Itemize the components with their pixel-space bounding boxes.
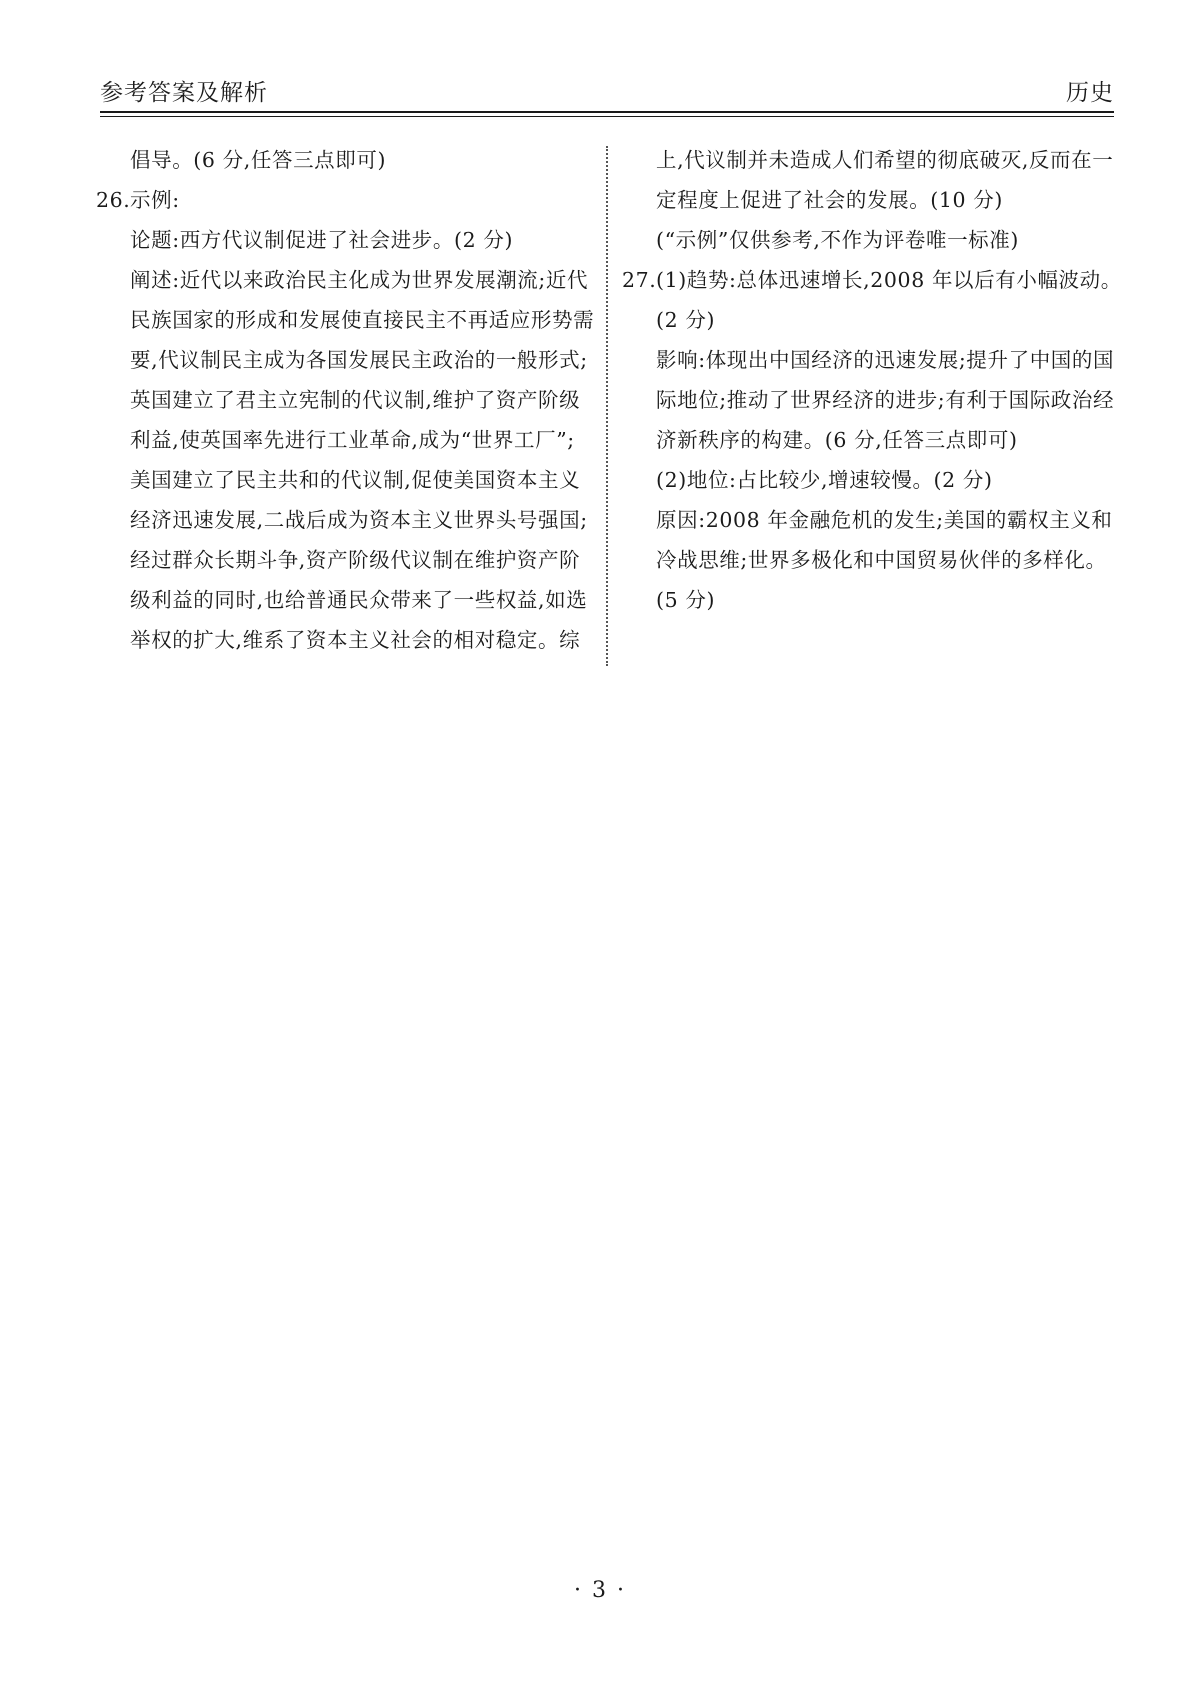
subject-title: 历史 [1066,80,1114,106]
answer-line: 原因:2008 年金融危机的发生;美国的霸权主义和 [656,508,1113,532]
answer-line: 要,代议制民主成为各国发展民主政治的一般形式; [130,348,588,372]
page-number: · 3 · [574,1578,626,1603]
answer-line: 经济迅速发展,二战后成为资本主义世界头号强国; [130,508,588,532]
answer-line: 级利益的同时,也给普通民众带来了一些权益,如选 [130,588,588,612]
answer-line: 示例: [130,188,180,212]
answer-line: 际地位;推动了世界经济的进步;有利于国际政治经 [656,388,1115,412]
answer-line: 阐述:近代以来政治民主化成为世界发展潮流;近代 [130,268,589,292]
answer-line: 上,代议制并未造成人们希望的彻底破灭,反而在一 [656,148,1114,172]
answer-line: (“示例”仅供参考,不作为评卷唯一标准) [656,228,1019,252]
answer-line: 论题:西方代议制促进了社会进步。(2 分) [130,228,514,252]
answer-line: 冷战思维;世界多极化和中国贸易伙伴的多样化。 [656,548,1107,572]
answer-line: (1)趋势:总体迅速增长,2008 年以后有小幅波动。 [656,268,1122,292]
right-column [622,140,1120,620]
answer-line: 经过群众长期斗争,资产阶级代议制在维护资产阶 [130,548,581,572]
answer-line: 举权的扩大,维系了资本主义社会的相对稳定。综 [130,628,581,652]
answer-line: 倡导。(6 分,任答三点即可) [130,148,387,172]
left-column [96,140,596,660]
answer-line: 利益,使英国率先进行工业革命,成为“世界工厂”; [130,428,575,452]
header-rule-thin [100,116,1114,117]
question-27-heading [622,260,1120,300]
page-header [100,76,1114,110]
answer-line: 济新秩序的构建。(6 分,任答三点即可) [656,428,1018,452]
answer-line: 定程度上促进了社会的发展。(10 分) [656,188,1003,212]
question-26-heading [96,180,596,220]
question-number: 26. [96,188,131,212]
answer-line: (2)地位:占比较少,增速较慢。(2 分) [656,468,993,492]
answer-line: 影响:体现出中国经济的迅速发展;提升了中国的国 [656,348,1115,372]
column-divider [606,146,608,666]
answer-line: 美国建立了民主共和的代议制,促使美国资本主义 [130,468,581,492]
answer-line: 英国建立了君主立宪制的代议制,维护了资产阶级 [130,388,581,412]
answer-line: 民族国家的形成和发展使直接民主不再适应形势需 [130,308,595,332]
document-title: 参考答案及解析 [100,80,268,106]
answer-line: (5 分) [656,588,716,612]
question-number: 27. [622,268,657,292]
answer-line: (2 分) [656,308,716,332]
header-rule [100,111,1114,113]
